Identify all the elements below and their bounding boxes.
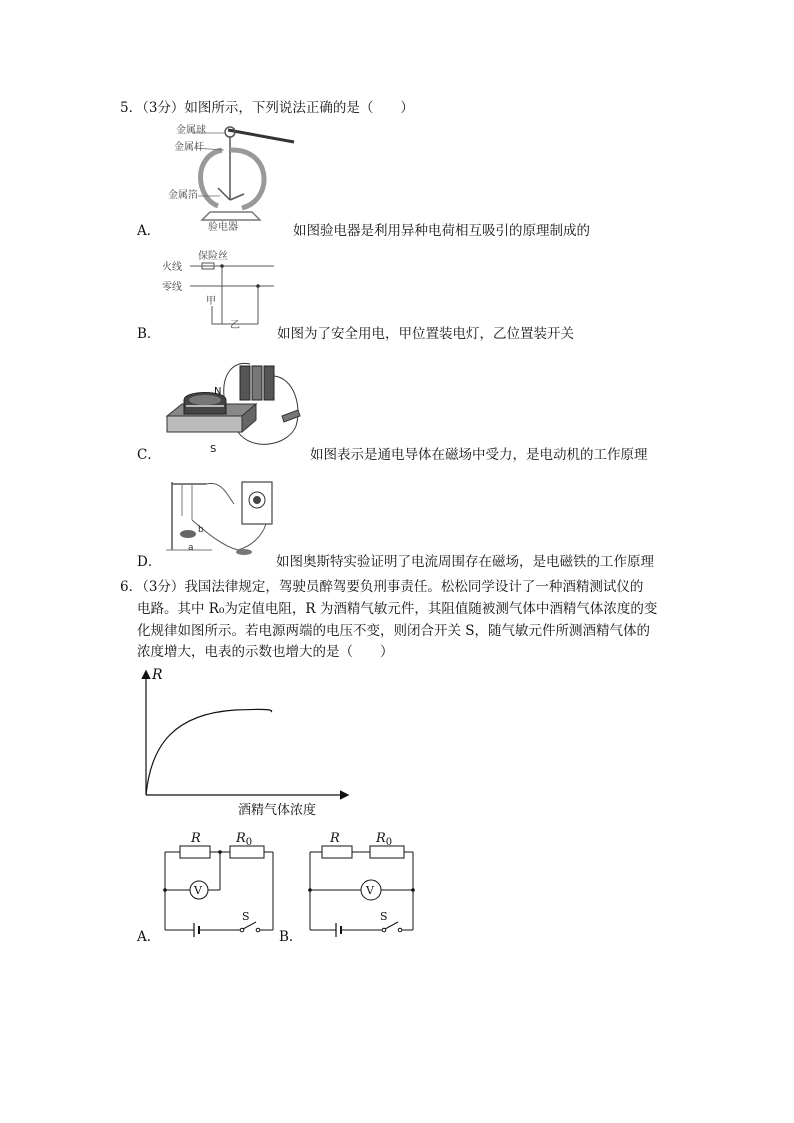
q5-option-a-text: 如图验电器是利用异种电荷相互吸引的原理制成的 xyxy=(293,223,590,239)
q5-option-c-letter[interactable]: C． xyxy=(137,447,161,463)
circuit-a-switch-label: S xyxy=(242,910,250,923)
svg-text:R0 xyxy=(375,831,392,848)
q5-option-b-letter[interactable]: B． xyxy=(137,326,161,342)
resistance-curve xyxy=(146,709,272,795)
circuit-b-r0-label: R xyxy=(376,831,386,846)
q5-option-d-letter[interactable]: D． xyxy=(137,554,162,570)
circuit-b-r0-subscript: 0 xyxy=(385,837,393,848)
resistor-r xyxy=(322,846,352,858)
label-electroscope: 验电器 xyxy=(208,222,238,232)
motor-apparatus-figure xyxy=(162,356,307,456)
q6-stem-line-3: 化规律如图所示。若电源两端的电压不变，则闭合开关 S，随气敏元件所测酒精气体的 xyxy=(137,623,651,639)
svg-text:R0 xyxy=(235,831,252,848)
circuit-b-meter-label: V xyxy=(366,884,374,897)
graph-x-label: 酒精气体浓度 xyxy=(238,803,317,818)
switch xyxy=(385,922,398,929)
circuit-b-switch-label: S xyxy=(380,910,388,923)
circuit-a-r0-subscript: 0 xyxy=(245,837,253,848)
electroscope-figure xyxy=(162,120,302,232)
label-north-pole: N xyxy=(214,386,222,397)
label-rod: 金属杆 xyxy=(174,142,204,153)
label-live-wire: 火线 xyxy=(162,262,182,273)
q5-stem: 5．（3分）如图所示，下列说法正确的是（ ） xyxy=(120,100,414,116)
q5-option-a-letter[interactable]: A． xyxy=(137,223,161,239)
q6-stem-line-2: 电路。其中 R₀为定值电阻，R 为酒精气敏元件，其阻值随被测气体中酒精气体浓度的变 xyxy=(137,601,658,617)
q6-option-b-letter[interactable]: B． xyxy=(279,929,303,945)
graph-y-label: R xyxy=(152,667,163,683)
label-south-pole: S xyxy=(210,444,217,455)
resistance-concentration-graph xyxy=(135,664,355,824)
q6-option-a-letter[interactable]: A． xyxy=(137,929,161,945)
label-fuse: 保险丝 xyxy=(198,251,228,262)
circuit-a-meter-label: V xyxy=(194,884,202,897)
label-a: a xyxy=(188,543,194,553)
label-foil: 金属箔 xyxy=(168,190,198,201)
q5-option-d-text: 如图奥斯特实验证明了电流周围存在磁场，是电磁铁的工作原理 xyxy=(276,554,654,570)
label-jia: 甲 xyxy=(206,296,216,307)
q5-option-b-text: 如图为了安全用电，甲位置装电灯，乙位置装开关 xyxy=(277,326,574,342)
label-ball: 金属球 xyxy=(176,125,206,136)
circuit-b xyxy=(302,826,422,941)
label-neutral-wire: 零线 xyxy=(162,282,182,293)
circuit-a-r0-label: R xyxy=(236,831,246,846)
circuit-b-r-label: R xyxy=(330,831,340,846)
wiring-figure xyxy=(162,244,282,334)
label-b: b xyxy=(198,525,204,535)
q6-stem-line-1: 6．（3分）我国法律规定，驾驶员醉驾要负刑事责任。松松同学设计了一种酒精测试仪的 xyxy=(120,579,644,595)
q5-option-c-text: 如图表示是通电导体在磁场中受力，是电动机的工作原理 xyxy=(310,447,648,463)
switch xyxy=(243,922,256,929)
q6-stem-line-4: 浓度增大，电表的示数也增大的是（ ） xyxy=(137,644,394,660)
label-yi: 乙 xyxy=(230,320,240,331)
oersted-experiment-figure xyxy=(162,476,277,560)
resistor-r xyxy=(180,846,210,858)
circuit-a-r-label: R xyxy=(191,831,201,846)
circuit-a xyxy=(160,826,280,941)
